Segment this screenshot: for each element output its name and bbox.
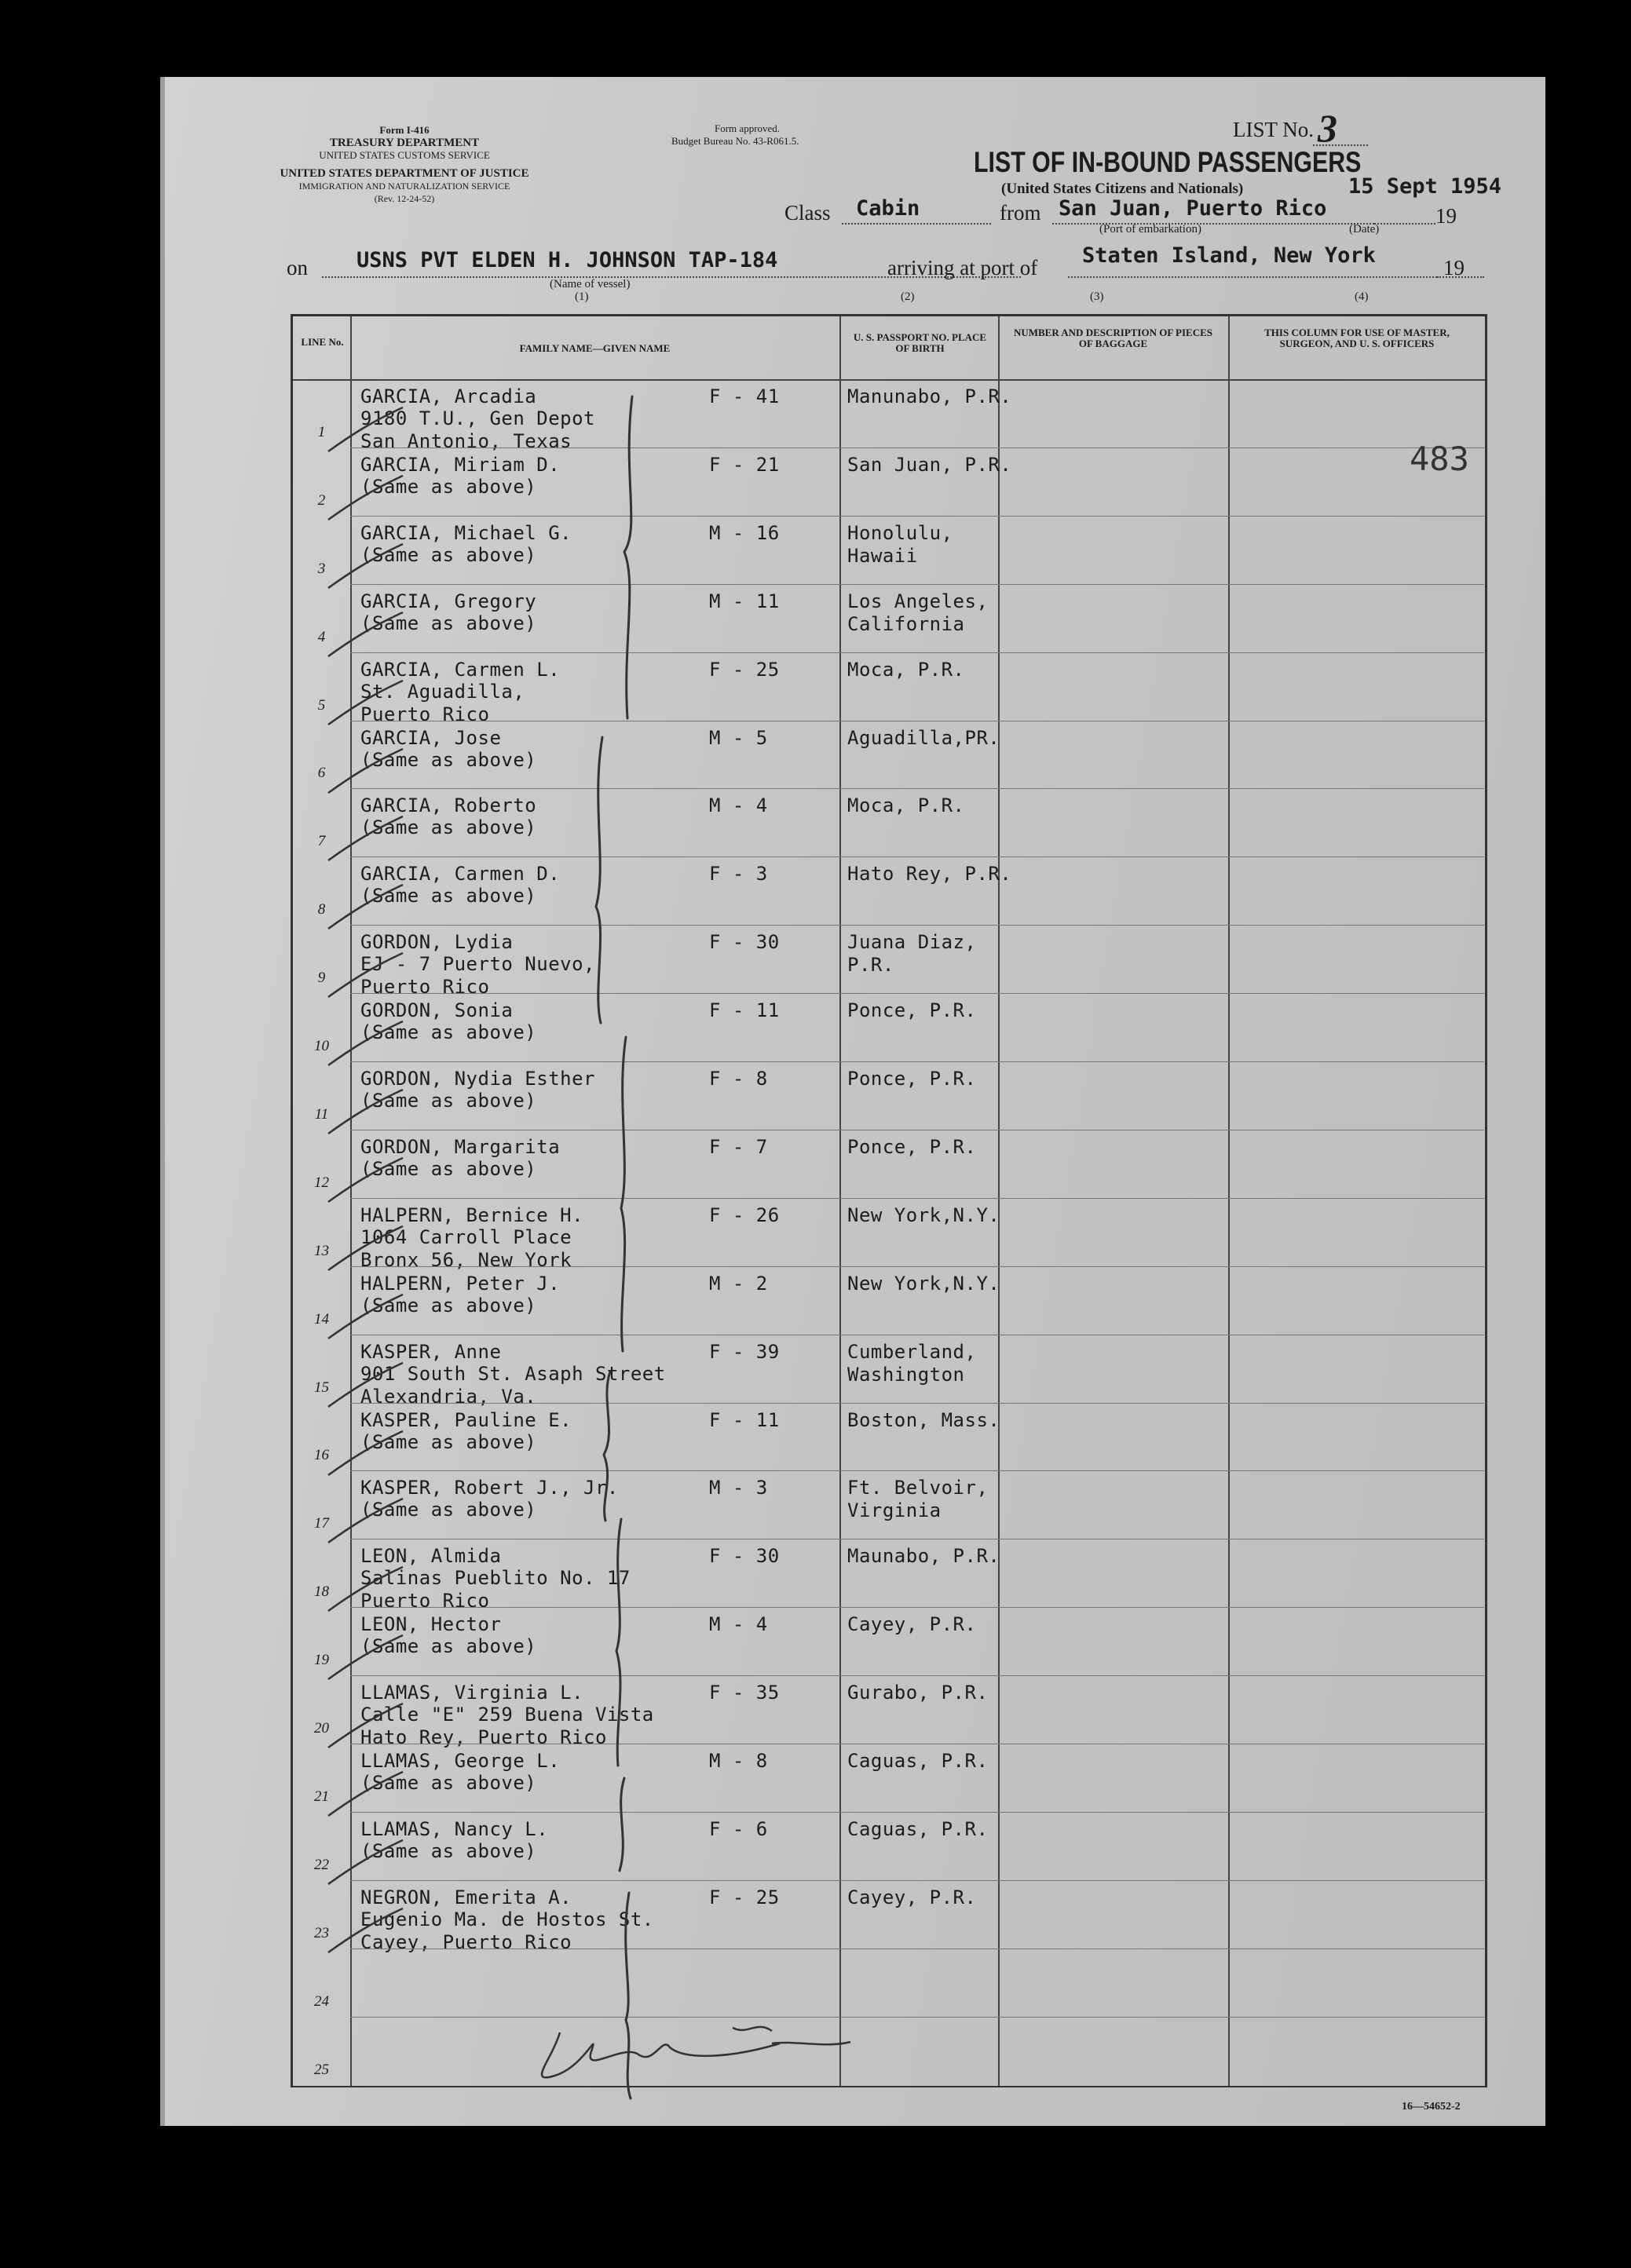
passenger-name: HALPERN, Bernice H. <box>360 1203 584 1226</box>
signature <box>542 2027 850 2077</box>
place-of-birth: New York,N.Y. <box>847 1272 1000 1295</box>
passenger-address: (Same as above) <box>360 1157 537 1180</box>
sex-age: F - 25 <box>709 1886 780 1908</box>
line-number: 13 <box>314 1242 329 1259</box>
line-number: 15 <box>314 1379 329 1396</box>
name-column-number: (2) <box>901 290 915 303</box>
customs-service: UNITED STATES CUSTOMS SERVICE <box>319 149 490 161</box>
form-approved: Form approved. <box>715 122 781 134</box>
port-of-embarkation: San Juan, Puerto Rico <box>1059 196 1327 221</box>
sex-age: F - 35 <box>709 1682 780 1704</box>
passenger-name: KASPER, Pauline E. <box>360 1408 572 1431</box>
passenger-address: (Same as above) <box>360 1430 537 1453</box>
place-of-birth: Gurabo, P.R. <box>847 1682 989 1704</box>
form-approval <box>671 122 876 148</box>
sex-age: F - 30 <box>709 931 780 954</box>
list-number: 3 <box>1318 106 1337 150</box>
passenger-address: Eugenio Ma. de Hostos St. Cayey, Puerto Rico <box>360 1908 654 1953</box>
line-number: 24 <box>314 1992 329 2010</box>
passenger-name: LLAMAS, George L. <box>360 1750 561 1772</box>
line-number: 19 <box>314 1652 329 1669</box>
passenger-name: GARCIA, Miriam D. <box>360 453 561 476</box>
place-of-birth: Caguas, P.R. <box>847 1750 989 1772</box>
sex-age: F - 8 <box>709 1068 768 1090</box>
vessel-name: USNS PVT ELDEN H. JOHNSON TAP-184 <box>357 248 778 272</box>
passenger-address: (Same as above) <box>360 1021 537 1044</box>
form-subtitle: (United States Citizens and Nationals) <box>1001 181 1244 197</box>
passenger-name: GARCIA, Carmen D. <box>360 863 561 886</box>
place-of-birth: Boston, Mass. <box>847 1408 1000 1431</box>
year-prefix: 19 <box>1435 204 1457 228</box>
passenger-name: GORDON, Nydia Esther <box>360 1068 595 1090</box>
passenger-name: GARCIA, Roberto <box>360 794 537 817</box>
bracket-gordon <box>621 1037 626 1351</box>
line-number: 14 <box>314 1310 329 1328</box>
line-number: 20 <box>314 1720 329 1737</box>
ins-service: IMMIGRATION AND NATURALIZATION SERVICE <box>298 181 510 192</box>
bracket-garcia-1 <box>624 396 632 718</box>
passenger-address: (Same as above) <box>360 612 537 634</box>
revision-date: (Rev. 12-24-52) <box>374 193 435 204</box>
arrival-port: Staten Island, New York <box>1082 243 1376 268</box>
passenger-name: GORDON, Lydia <box>360 931 514 954</box>
sex-age: F - 26 <box>709 1203 780 1226</box>
passenger-list-page <box>160 77 1545 2126</box>
line-number: 23 <box>314 1924 329 1941</box>
passenger-name: GARCIA, Jose <box>360 726 502 749</box>
list-number-label: LIST No. <box>1233 118 1315 141</box>
bracket-garcia-2 <box>596 737 602 1023</box>
date-caption: (Date) <box>1349 223 1380 236</box>
passenger-name: KASPER, Robert J., Jr. <box>360 1477 619 1499</box>
bracket-halpern <box>604 1371 610 1521</box>
passenger-address: (Same as above) <box>360 1499 537 1521</box>
line-number: 12 <box>314 1174 329 1191</box>
sex-age: F - 7 <box>709 1135 768 1158</box>
place-of-birth: Cayey, P.R. <box>847 1886 977 1908</box>
passenger-address: Salinas Pueblito No. 17 Puerto Rico <box>360 1567 631 1612</box>
line-number: 22 <box>314 1856 329 1873</box>
place-of-birth: Los Angeles, California <box>847 590 989 635</box>
form-number: Form I-416 <box>379 124 430 136</box>
place-of-birth: Honolulu, Hawaii <box>847 521 953 567</box>
passenger-address: (Same as above) <box>360 1635 537 1658</box>
sex-age: M - 16 <box>709 521 780 544</box>
passenger-name: LEON, Almida <box>360 1545 502 1568</box>
sex-age: F - 25 <box>709 658 780 681</box>
passenger-address: 9180 T.U., Gen Depot San Antonio, Texas <box>360 407 595 452</box>
place-of-birth: Ponce, P.R. <box>847 1068 977 1090</box>
form-title: LIST OF IN-BOUND PASSENGERS <box>974 146 1362 178</box>
year-prefix-2: 19 <box>1443 256 1465 279</box>
sex-age: M - 4 <box>709 794 768 817</box>
officers-column-number: (4) <box>1355 290 1369 303</box>
sex-age: M - 5 <box>709 726 768 749</box>
passenger-address: (Same as above) <box>360 475 537 498</box>
passenger-name: HALPERN, Peter J. <box>360 1272 561 1295</box>
passenger-name: GARCIA, Gregory <box>360 590 537 612</box>
passenger-name: KASPER, Anne <box>360 1340 502 1363</box>
place-of-birth: New York,N.Y. <box>847 1203 1000 1226</box>
line-number: 21 <box>314 1788 329 1805</box>
passenger-name: GARCIA, Michael G. <box>360 521 572 544</box>
passenger-address: (Same as above) <box>360 1772 537 1794</box>
line-number: 3 <box>317 560 326 577</box>
sex-age: M - 11 <box>709 590 780 612</box>
sex-age: F - 39 <box>709 1340 780 1363</box>
treasury-dept: TREASURY DEPARTMENT <box>329 137 480 149</box>
line-number: 9 <box>317 970 326 987</box>
place-of-birth: Moca, P.R. <box>847 794 965 817</box>
line-number: 17 <box>314 1515 329 1532</box>
passenger-address: Calle "E" 259 Buena Vista Hato Rey, Puerto Rico <box>360 1704 654 1749</box>
sex-age: M - 4 <box>709 1613 768 1636</box>
justice-dept: UNITED STATES DEPARTMENT OF JUSTICE <box>280 167 529 180</box>
baggage-header: NUMBER AND DESCRIPTION OF PIECES OF BAGGAGE <box>1013 327 1213 349</box>
passenger-address: 1064 Carroll Place Bronx 56, New York <box>360 1225 572 1271</box>
place-of-birth: Moca, P.R. <box>847 658 965 681</box>
line-number: 1 <box>317 423 326 440</box>
passenger-address: EJ - 7 Puerto Nuevo, Puerto Rico <box>360 953 595 999</box>
passenger-name: NEGRON, Emerita A. <box>360 1886 572 1908</box>
passenger-address: (Same as above) <box>360 1090 537 1112</box>
footer-code: 16—54652-2 <box>1402 2101 1461 2113</box>
place-of-birth: Aguadilla,PR. <box>847 726 1000 749</box>
passenger-name: LEON, Hector <box>360 1613 502 1636</box>
departure-date: 15 Sept 1954 <box>1348 174 1502 199</box>
passport-header: U. S. PASSPORT NO. PLACE OF BIRTH <box>853 331 987 354</box>
passenger-name: GARCIA, Arcadia <box>360 385 537 407</box>
sex-age: F - 3 <box>709 863 768 886</box>
sex-age: F - 21 <box>709 453 780 476</box>
passenger-name: LLAMAS, Virginia L. <box>360 1682 584 1704</box>
passenger-address: 901 South St. Asaph Street Alexandria, Va. <box>360 1362 666 1408</box>
line-number: 16 <box>314 1447 329 1464</box>
line-number: 7 <box>317 833 326 850</box>
budget-bureau: Budget Bureau No. 43-R061.5. <box>671 135 799 147</box>
family-brackets <box>293 316 1485 2086</box>
place-of-birth: Cayey, P.R. <box>847 1613 977 1636</box>
place-of-birth: Ponce, P.R. <box>847 1135 977 1158</box>
passenger-name: GORDON, Sonia <box>360 999 514 1022</box>
passenger-address: (Same as above) <box>360 885 537 908</box>
class-label: Class <box>784 201 831 225</box>
on-label: on <box>287 256 308 279</box>
stamp-number: 483 <box>1410 440 1469 478</box>
arriving-label: arriving at port of <box>887 256 1038 279</box>
justice-block <box>275 167 534 205</box>
passenger-address: (Same as above) <box>360 1839 537 1862</box>
vessel-column-number: (1) <box>575 290 589 303</box>
place-of-birth: Caguas, P.R. <box>847 1817 989 1840</box>
sex-age: F - 11 <box>709 1408 780 1431</box>
line-number: 10 <box>314 1038 329 1054</box>
passenger-name: GARCIA, Carmen L. <box>360 658 561 681</box>
baggage-column-number: (3) <box>1090 290 1104 303</box>
sex-age: F - 11 <box>709 999 780 1022</box>
sex-age: F - 41 <box>709 385 780 407</box>
passenger-address: (Same as above) <box>360 748 537 771</box>
from-label: from <box>1000 201 1041 225</box>
port-caption: (Port of embarkation) <box>1099 223 1201 236</box>
place-of-birth: Cumberland, Washington <box>847 1340 977 1386</box>
class-value: Cabin <box>856 196 920 221</box>
place-of-birth: Hato Rey, P.R. <box>847 863 1012 886</box>
passenger-table <box>291 314 1487 2087</box>
bracket-kasper <box>616 1519 621 1766</box>
place-of-birth: San Juan, P.R. <box>847 453 1012 476</box>
line-number-header: LINE No. <box>301 336 344 348</box>
line-number: 4 <box>317 628 326 645</box>
officers-header: THIS COLUMN FOR USE OF MASTER, SURGEON, AND U. S. OFFICERS <box>1264 327 1450 349</box>
passenger-name: LLAMAS, Nancy L. <box>360 1817 549 1840</box>
line-number: 5 <box>317 696 326 714</box>
family-name-header: FAMILY NAME—GIVEN NAME <box>519 342 671 354</box>
place-of-birth: Ponce, P.R. <box>847 999 977 1022</box>
bracket-llamas <box>626 1893 631 2098</box>
bracket-leon <box>620 1778 624 1871</box>
passenger-address: (Same as above) <box>360 816 537 839</box>
passenger-name: GORDON, Margarita <box>360 1135 561 1158</box>
place-of-birth: Ft. Belvoir, Virginia <box>847 1477 989 1522</box>
sex-age: M - 8 <box>709 1750 768 1772</box>
place-of-birth: Juana Diaz, P.R. <box>847 931 977 977</box>
passenger-address: St. Aguadilla, Puerto Rico <box>360 680 525 725</box>
passenger-address: (Same as above) <box>360 543 537 566</box>
vessel-caption: (Name of vessel) <box>550 278 631 290</box>
line-number: 11 <box>314 1105 329 1123</box>
line-number: 2 <box>317 491 326 509</box>
sex-age: M - 3 <box>709 1477 768 1499</box>
line-number: 8 <box>317 901 326 919</box>
sex-age: F - 30 <box>709 1545 780 1568</box>
line-number: 18 <box>314 1583 329 1601</box>
sex-age: M - 2 <box>709 1272 768 1295</box>
sex-age: F - 6 <box>709 1817 768 1840</box>
passenger-address: (Same as above) <box>360 1294 537 1317</box>
form-header-left <box>275 124 534 162</box>
line-number: 25 <box>314 2061 329 2078</box>
place-of-birth: Manunabo, P.R. <box>847 385 1012 407</box>
place-of-birth: Maunabo, P.R. <box>847 1545 1000 1568</box>
line-number: 6 <box>317 765 326 782</box>
